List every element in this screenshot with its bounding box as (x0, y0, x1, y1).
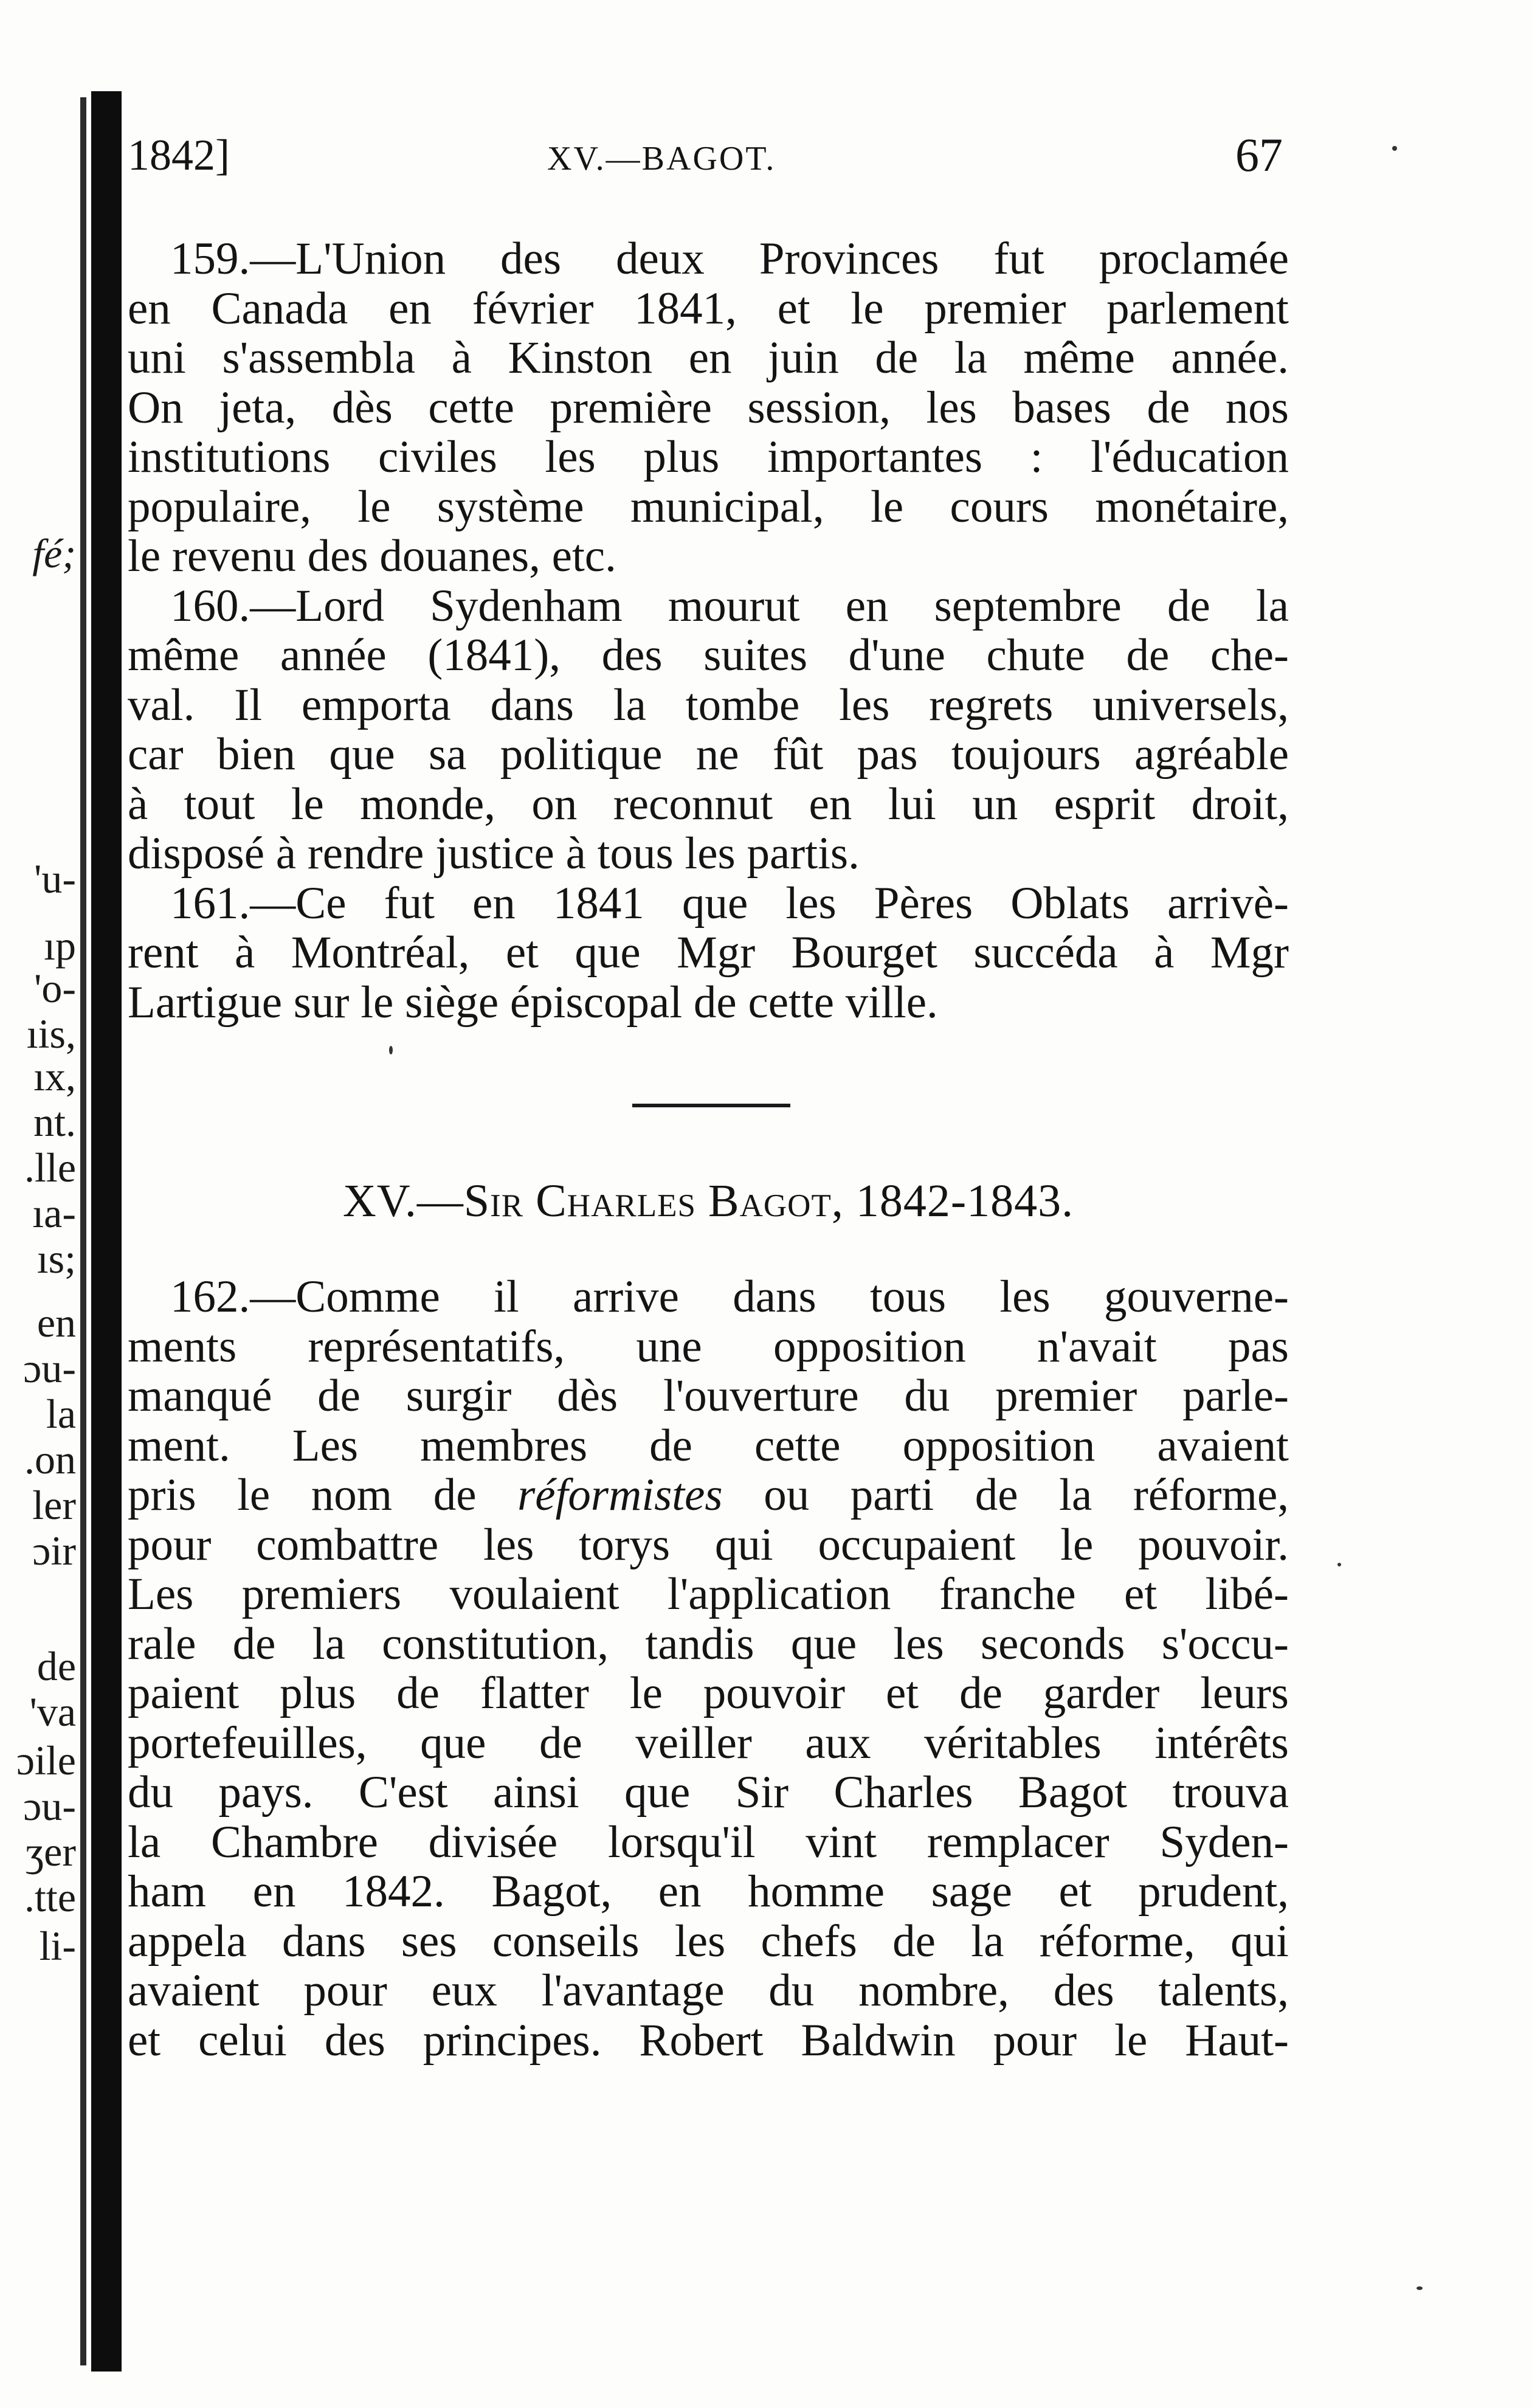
text-line: uni s'assembla à Kinston en juin de la même année. (128, 333, 1289, 383)
text-line: le revenu des douanes, etc. (128, 531, 616, 581)
text-line: populaire, le système municipal, le cours monétaire, (128, 481, 1289, 532)
text-line: pour combattre les torys qui occupaient le pouvoir. (128, 1519, 1289, 1570)
margin-fragment: li- (39, 1923, 76, 1969)
text-line: avaient pour eux l'avantage du nombre, des talents, (128, 1965, 1289, 2016)
text-line: institutions civiles les plus importantes : l'éducation (128, 432, 1289, 482)
margin-fragment: ıa- (32, 1190, 76, 1236)
text-line: pris le nom de réformistes ou parti de la réforme, (128, 1470, 1289, 1520)
heading-name: Sir Charles Bagot (463, 1175, 832, 1226)
text-line: à tout le monde, on reconnut en lui un esprit droit, (128, 778, 1289, 829)
heading-prefix: XV.— (342, 1175, 464, 1226)
margin-fragment: .lle (24, 1144, 76, 1191)
text-line: appela dans ses conseils les chefs de la réforme, qui (128, 1915, 1289, 1967)
text-line: car bien que sa politique ne fût pas toujours agréable (128, 729, 1289, 780)
running-header (128, 125, 1295, 185)
section-heading (128, 1171, 1289, 1231)
margin-fragment: ler (32, 1482, 76, 1528)
page-number: 67 (1235, 128, 1283, 181)
margin-fragment: ıx, (33, 1053, 76, 1099)
text-line: Lartigue sur le siège épiscopal de cette ville. (128, 977, 938, 1028)
margin-fragment: ɔile (16, 1737, 76, 1784)
scan-speck (1416, 2286, 1423, 2290)
margin-fragment: 'u- (34, 856, 76, 902)
text-line: manqué de surgir dès l'ouverture du premier parle- (128, 1371, 1289, 1421)
header-year: 1842] (128, 131, 230, 179)
text-line: rent à Montréal, et que Mgr Bourget succéda à Mgr (128, 927, 1289, 978)
margin-fragment: ıis, (26, 1011, 76, 1057)
text-line: ment. Les membres de cette opposition avaient (128, 1420, 1289, 1471)
margin-fragment: de (36, 1643, 76, 1689)
margin-fragment: .tte (24, 1874, 76, 1920)
running-title: XV.—BAGOT. (547, 140, 776, 178)
text-line: 160.—Lord Sydenham mourut en septembre de la (170, 580, 1289, 631)
margin-fragment: ɔu- (23, 1783, 76, 1829)
margin-fragment: 'o- (34, 965, 76, 1011)
margin-fragment: ɔu- (23, 1345, 76, 1391)
text-line: ments représentatifs, une opposition n'avait pas (128, 1321, 1289, 1372)
paragraph-162 (128, 1272, 1289, 2065)
margin-fragment: .on (24, 1436, 76, 1483)
text-line: rale de la constitution, tandis que les seconds s'occu- (128, 1618, 1289, 1669)
section-divider-rule (632, 1104, 790, 1107)
text-line: On jeta, dès cette première session, les bases de nos (128, 382, 1289, 433)
text-line: en Canada en février 1841, et le premier parlement (128, 283, 1289, 334)
scan-speck (389, 1046, 393, 1054)
text-line: et celui des principes. Robert Baldwin pour le Haut- (128, 2015, 1289, 2066)
text-line: 159.—L'Union des deux Provinces fut proclamée (170, 234, 1289, 284)
heading-suffix: , 1842-1843. (831, 1175, 1074, 1226)
margin-fragment: la (46, 1391, 76, 1437)
text-line: 161.—Ce fut en 1841 que les Pères Oblats arrivè- (170, 877, 1289, 929)
margin-fragment: ʒer (25, 1828, 76, 1875)
text-line: disposé à rendre justice à tous les partis. (128, 828, 860, 879)
text-line: la Chambre divisée lorsqu'il vint remplacer Syden- (128, 1816, 1289, 1867)
text-line: 162.—Comme il arrive dans tous les gouverne- (170, 1271, 1289, 1322)
text-line: ham en 1842. Bagot, en homme sage et prudent, (128, 1866, 1289, 1917)
margin-fragment: ıs; (36, 1236, 76, 1282)
text-line: même année (1841), des suites d'une chute de che- (128, 630, 1289, 680)
binding-edge (91, 91, 122, 2372)
margin-fragment: 'va (29, 1689, 76, 1735)
margin-fragment: en (36, 1299, 76, 1346)
paragraphs-159-161 (128, 234, 1289, 1027)
text-line: portefeuilles, que de veiller aux véritables intérêts (128, 1717, 1289, 1768)
margin-fragment: fé; (32, 530, 76, 576)
italic-term: réformistes (517, 1470, 723, 1520)
margin-fragment: nt. (33, 1099, 76, 1145)
text-line: du pays. C'est ainsi que Sir Charles Bagot trouva (128, 1767, 1289, 1818)
scan-speck (1392, 146, 1397, 151)
text-line: Les premiers voulaient l'application franche et libé- (128, 1569, 1289, 1619)
text-line: paient plus de flatter le pouvoir et de garder leurs (128, 1668, 1289, 1718)
margin-fragment: ıp (44, 922, 76, 969)
scan-speck (1337, 1563, 1341, 1566)
margin-fragment: ɔir (32, 1527, 76, 1574)
text-line: val. Il emporta dans la tombe les regrets universels, (128, 679, 1289, 730)
binding-edge-shadow (80, 97, 86, 2365)
